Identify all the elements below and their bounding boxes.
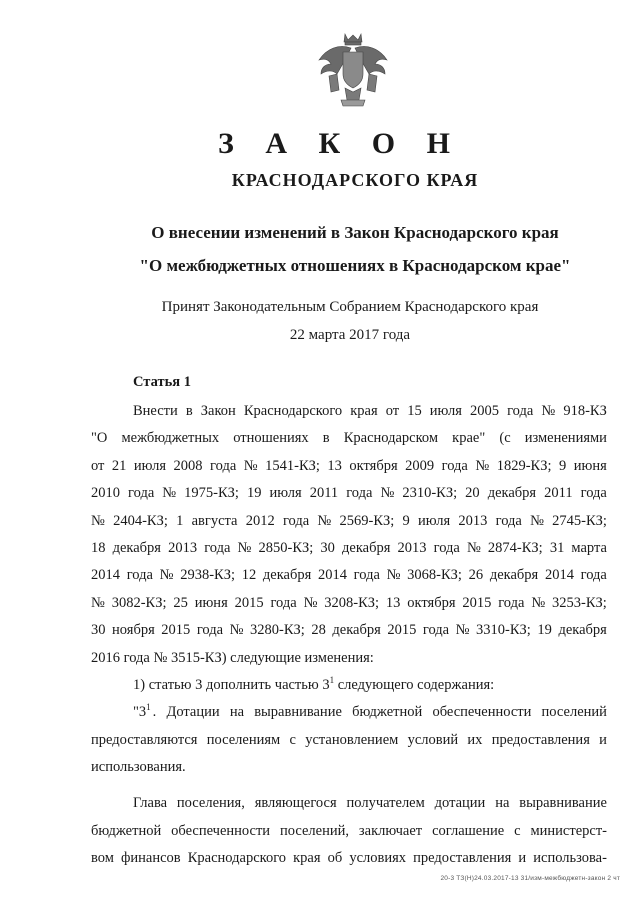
- word: года: [196, 622, 224, 639]
- word: 26: [468, 567, 484, 584]
- word: №: [237, 539, 252, 556]
- word: 9: [559, 457, 567, 474]
- body-line: [91, 508, 607, 535]
- word: 28: [311, 622, 326, 639]
- word: №: [91, 512, 105, 529]
- law-subtitle: КРАСНОДАРСКОГО КРАЯ: [231, 170, 479, 190]
- word: .: [152, 704, 157, 721]
- adoption-date: 22 марта 2017 года: [289, 327, 411, 343]
- word: июля: [418, 512, 451, 529]
- word: июня: [194, 594, 228, 611]
- word: №: [466, 539, 481, 556]
- item-1: [91, 672, 607, 699]
- word: поселений,: [279, 822, 349, 839]
- word: года: [128, 485, 155, 502]
- word: условиях: [349, 850, 407, 867]
- word: поселений: [541, 704, 607, 721]
- word: 31: [549, 539, 565, 556]
- word: №: [162, 485, 177, 502]
- word: декабря: [332, 622, 381, 639]
- word: с: [514, 822, 521, 839]
- word: дотации: [434, 795, 486, 812]
- word: 2014: [317, 567, 347, 584]
- word: соглашение: [432, 822, 505, 839]
- word: 30: [91, 622, 106, 639]
- word: 9: [402, 512, 410, 529]
- word: 20: [465, 485, 480, 502]
- word: отношениях: [233, 430, 309, 447]
- word: 19: [537, 622, 552, 639]
- word: министерст-: [530, 822, 607, 839]
- word: межбюджетных: [121, 430, 220, 447]
- word: №: [303, 594, 318, 611]
- word: 1975-КЗ;: [184, 485, 239, 502]
- law-title: З А К О Н: [218, 127, 462, 160]
- body-line: [91, 453, 607, 480]
- word: с: [289, 731, 296, 748]
- body-line: [91, 562, 607, 589]
- word: №: [229, 622, 244, 639]
- word: 19: [247, 485, 262, 502]
- word: 3280-КЗ;: [250, 622, 305, 639]
- word: в: [322, 430, 330, 447]
- word: года: [495, 512, 522, 529]
- word: 3208-КЗ;: [324, 594, 380, 611]
- word: №: [475, 457, 490, 474]
- word: года: [580, 485, 607, 502]
- word: 2008: [173, 457, 203, 474]
- word: 25: [173, 594, 188, 611]
- word: 2005: [470, 403, 500, 419]
- word: декабря: [487, 485, 537, 502]
- word: 2850-КЗ;: [258, 539, 314, 556]
- word: декабря: [262, 567, 312, 584]
- word: №: [386, 567, 401, 584]
- quote-line-1-words: [151, 699, 607, 726]
- word: 2310-КЗ;: [402, 485, 458, 502]
- coat-of-arms-icon: [315, 30, 391, 110]
- word: об: [327, 850, 343, 867]
- adoption-note: Принят Законодательным Собранием Краснодарского края: [161, 299, 539, 315]
- word: края: [293, 850, 321, 867]
- word: года: [353, 567, 380, 584]
- word: №: [91, 594, 105, 611]
- word: №: [159, 567, 174, 584]
- word: 2015: [234, 594, 264, 611]
- word: 1829-КЗ;: [496, 457, 552, 474]
- body-line: [91, 645, 607, 672]
- word: бюджетной: [352, 704, 423, 721]
- word: октября: [407, 594, 456, 611]
- word: декабря: [342, 539, 391, 556]
- word: 30: [320, 539, 335, 556]
- word: 2010: [91, 485, 120, 502]
- word: (с: [499, 430, 511, 447]
- word: 2013: [168, 539, 198, 556]
- word: от: [91, 457, 105, 474]
- word: выравнивание: [254, 704, 342, 721]
- word: 18: [91, 539, 106, 556]
- word: 2014: [91, 567, 120, 584]
- word: года: [346, 485, 373, 502]
- article-body: [91, 398, 607, 873]
- word: в: [185, 403, 193, 419]
- word: 2009: [405, 457, 435, 474]
- word: 2015: [462, 594, 492, 611]
- word: декабря: [558, 622, 607, 639]
- body-line: [91, 425, 607, 452]
- word: 2938-КЗ;: [180, 567, 235, 584]
- para-2-line-3: [91, 845, 607, 872]
- word: условий: [407, 731, 459, 748]
- body-line: [91, 617, 607, 644]
- word: предоставления: [491, 731, 590, 748]
- word: 2015: [161, 622, 191, 639]
- document-heading-line-1: О внесении изменений в Закон Краснодарского края: [151, 223, 559, 242]
- word: 3310-КЗ;: [476, 622, 531, 639]
- word: вом: [91, 850, 114, 867]
- word: финансов: [121, 850, 181, 867]
- body-line: [91, 398, 607, 425]
- article-title: Статья 1: [133, 374, 191, 390]
- word: №: [380, 485, 395, 502]
- word: крае": [452, 430, 486, 447]
- word: Внести: [133, 403, 178, 419]
- word: 2745-КЗ;: [552, 512, 607, 529]
- word: №: [541, 403, 556, 419]
- body-line: [91, 535, 607, 562]
- word: года: [498, 594, 525, 611]
- word: Закон: [200, 403, 236, 419]
- word: года: [204, 539, 231, 556]
- word: 12: [241, 567, 257, 584]
- word: 2014: [544, 567, 574, 584]
- word: 1541-КЗ;: [265, 457, 320, 474]
- word: года: [433, 539, 460, 556]
- word: 3253-КЗ;: [552, 594, 607, 611]
- word: поселениям: [206, 731, 281, 748]
- word: августа: [191, 512, 238, 529]
- word: 2404-КЗ;: [113, 512, 168, 529]
- word: "О: [91, 430, 108, 447]
- document-footer-code: 20-3 ТЗ(Н)24.03.2017-13 31/изм-межбюджетн-закон 2 чт: [440, 875, 620, 882]
- word: октября: [349, 457, 398, 474]
- word: 13: [327, 457, 342, 474]
- word: декабря: [489, 567, 539, 584]
- quote-line-3: использования.: [91, 759, 186, 776]
- word: обеспеченности: [171, 822, 271, 839]
- word: от: [385, 403, 400, 419]
- word: 2011: [544, 485, 573, 502]
- quote-line-1: [91, 699, 607, 726]
- word: 21: [111, 457, 127, 474]
- word: получателем: [346, 795, 425, 812]
- para-2-line-1: [91, 790, 607, 817]
- word: 1: [176, 512, 184, 529]
- word: Краснодарского: [243, 403, 343, 419]
- word: №: [530, 512, 544, 529]
- word: предоставления: [413, 850, 512, 867]
- word: использова-: [533, 850, 607, 867]
- document-heading-line-2: "О межбюджетных отношениях в Краснодарском крае": [139, 256, 571, 275]
- word: года: [126, 567, 153, 584]
- word: июля: [269, 485, 302, 502]
- word: обеспеченности: [432, 704, 532, 721]
- word: заключает: [358, 822, 423, 839]
- word: 3068-КЗ;: [407, 567, 462, 584]
- word: поселения,: [176, 795, 245, 812]
- word: марта: [571, 539, 607, 556]
- word: Дотации: [166, 704, 220, 721]
- word: установлением: [305, 731, 399, 748]
- word: ноября: [112, 622, 155, 639]
- word: Краснодарского: [187, 850, 287, 867]
- word: их: [467, 731, 483, 748]
- word: 2013: [397, 539, 427, 556]
- word: года: [422, 622, 450, 639]
- para-2-line-2: [91, 818, 607, 845]
- word: №: [243, 457, 258, 474]
- word: года: [441, 457, 468, 474]
- word: края: [350, 403, 378, 419]
- word: 918-КЗ: [563, 403, 607, 419]
- word: июля: [133, 457, 167, 474]
- body-line: [91, 480, 607, 507]
- word: года: [210, 457, 237, 474]
- word: №: [531, 594, 546, 611]
- quote-line-1-text: "$3^1$ . Дотации на выравнивание бюджетной обеспеченности поселений: [133, 699, 607, 726]
- word: предоставляются: [91, 731, 198, 748]
- word: Краснодарском: [343, 430, 439, 447]
- body-line-text: 2016 года № 3515-КЗ) следующие изменения:: [91, 649, 374, 666]
- word: июня: [573, 457, 607, 474]
- word: 2569-КЗ;: [339, 512, 395, 529]
- word: года: [507, 403, 534, 419]
- item-1-text: 1) статью 3 дополнить частью $3^1$ следующего содержания:: [133, 674, 495, 693]
- word: 13: [385, 594, 401, 611]
- word: года: [270, 594, 297, 611]
- word: декабря: [112, 539, 161, 556]
- word: 2874-КЗ;: [487, 539, 543, 556]
- word: 2013: [458, 512, 488, 529]
- body-line: [91, 590, 607, 617]
- word: 3082-КЗ;: [111, 594, 167, 611]
- word: и: [518, 850, 527, 867]
- word: 2012: [245, 512, 275, 529]
- word: изменениями: [524, 430, 607, 447]
- word: июля: [429, 403, 462, 419]
- word: выравнивание: [519, 795, 607, 812]
- word: на: [229, 704, 245, 721]
- word: №: [455, 622, 470, 639]
- quote-line-2: [91, 727, 607, 754]
- word: года: [282, 512, 310, 529]
- word: 2015: [387, 622, 417, 639]
- word: Глава: [133, 795, 168, 812]
- word: 15: [407, 403, 422, 419]
- word: №: [317, 512, 332, 529]
- word: на: [495, 795, 510, 812]
- word: бюджетной: [91, 822, 162, 839]
- word: являющегося: [254, 795, 337, 812]
- word: и: [599, 731, 607, 748]
- word: 2011: [309, 485, 339, 502]
- word: года: [580, 567, 607, 584]
